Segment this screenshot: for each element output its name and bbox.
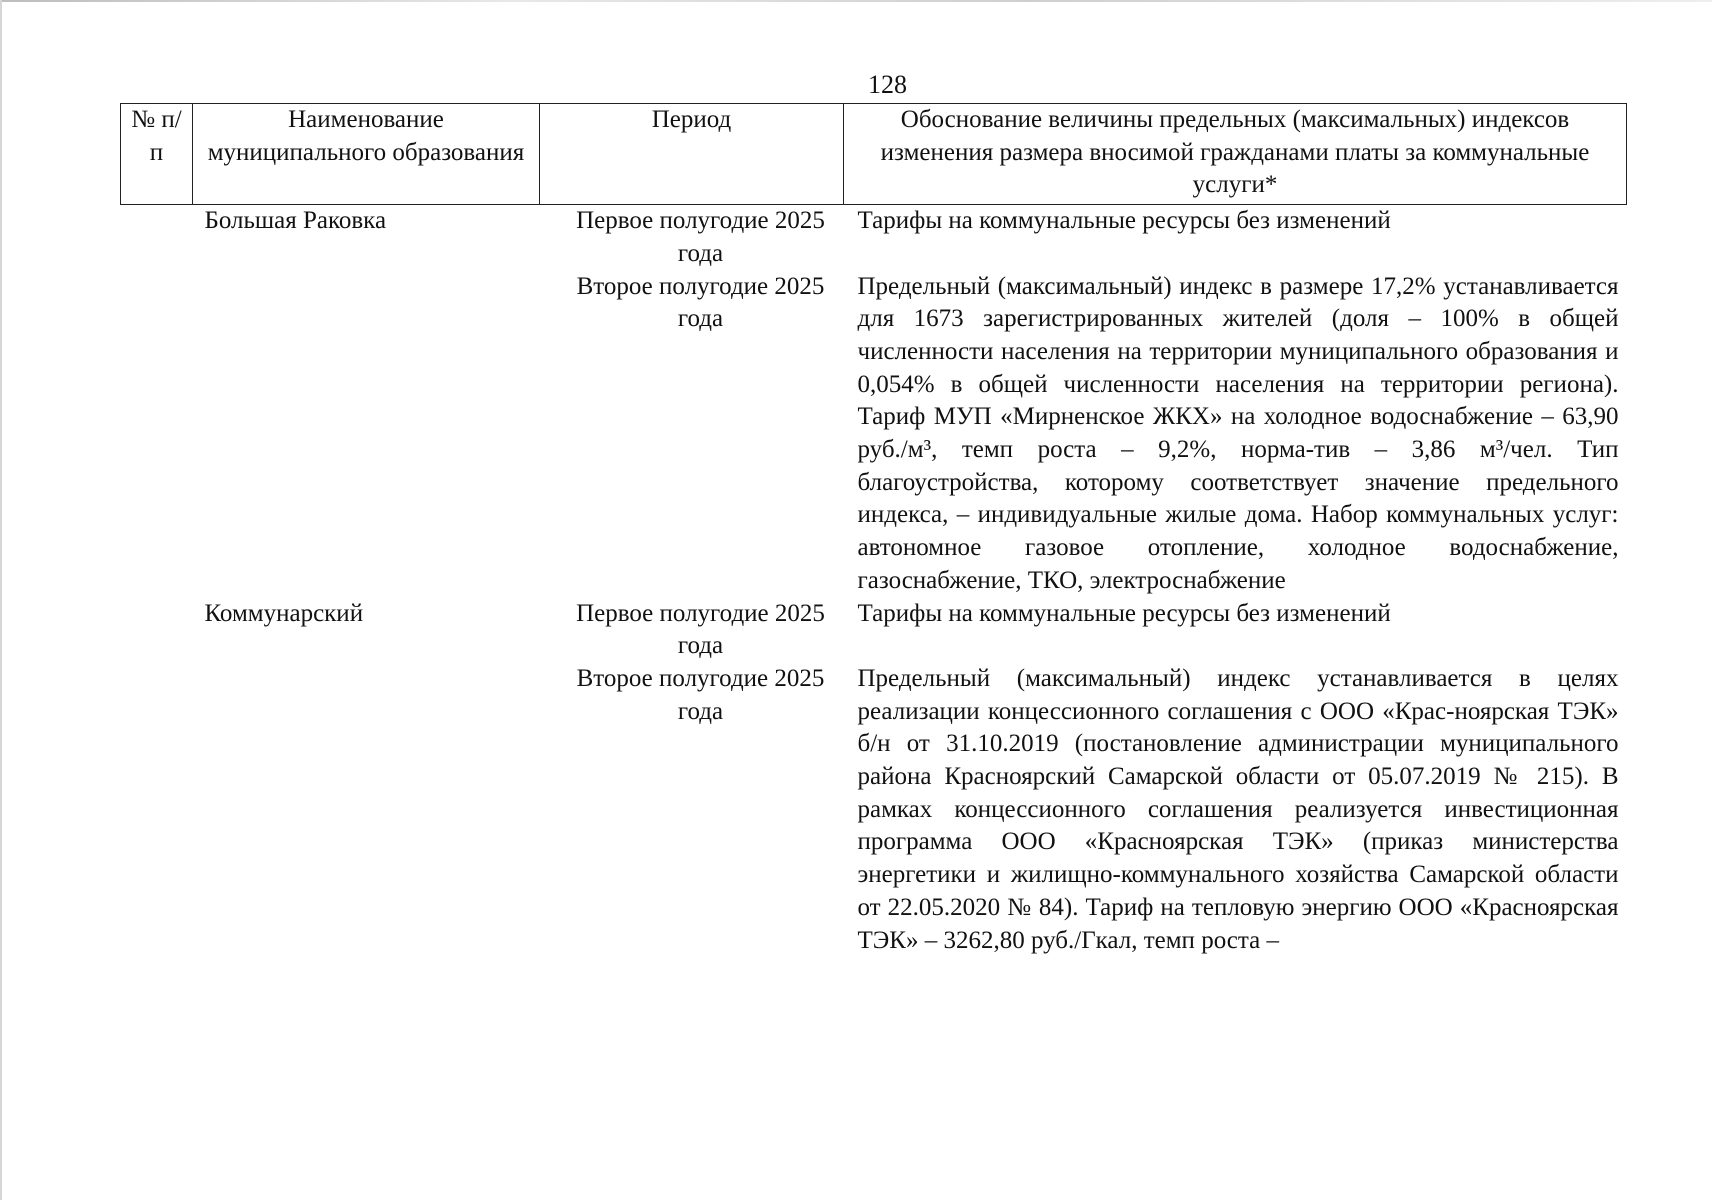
row-num — [121, 663, 193, 957]
row-period: Второе полугодие 2025 года — [576, 272, 825, 333]
table-row — [121, 271, 1627, 598]
table-header — [121, 104, 1627, 205]
row-num — [121, 598, 193, 663]
page-number: 128 — [868, 70, 907, 99]
header-period: Период — [540, 104, 844, 205]
header-reason: Обоснование величины предельных (максимальных) индексов изменения размера вносимой гражданами платы за коммунальные услуги* — [844, 104, 1627, 205]
row-municipality-name: Большая Раковка — [204, 207, 387, 235]
row-reason: Предельный (максимальный) индекс в размере 17,2% устанавливается для 1673 зарегистрированных жителей (доля – 100% в общей численности населения на территории муниципального образования и 0,054% в общей численности населения на территории региона). Тариф МУП «Мирненское ЖКХ» на холодное водоснабжение – 63,90 руб./м³, темп роста – 9,2%, норма-тив – 3,86 м³/чел. Тип благоустройства, которому соответствует значение предельного индекса, – индивидуальные жилые дома. Набор коммунальных услуг: автономное газовое отопление, холодное водоснабжение, газоснабжение, ТКО, электроснабжение — [857, 272, 1619, 594]
row-period: Первое полугодие 2025 года — [576, 207, 825, 267]
table-row — [121, 205, 1627, 271]
table-body — [121, 205, 1627, 958]
row-municipality-name — [193, 271, 540, 598]
scan-left-edge — [0, 0, 2, 1200]
row-num — [121, 271, 193, 598]
row-reason: Предельный (максимальный) индекс устанавливается в целях реализации концессионного соглашения с ООО «Крас-ноярская ТЭК» б/н от 31.10.2019 (постановление администрации муниципального района Красноярский Самарской области от 05.07.2019 № 215). В рамках концессионного соглашения реализуется инвестиционная программа ООО «Красноярская ТЭК» (приказ министерства энергетики и жилищно-коммунального хозяйства Самарской области от 22.05.2020 № 84). Тариф на тепловую энергию ООО «Красноярская ТЭК» – 3262,80 руб./Гкал, темп роста – — [857, 664, 1619, 954]
row-reason: Тарифы на коммунальные ресурсы без изменений — [857, 599, 1391, 627]
row-municipality-name — [193, 663, 540, 957]
row-reason: Тарифы на коммунальные ресурсы без изменений — [857, 207, 1391, 235]
row-num — [121, 205, 193, 271]
table-row — [121, 598, 1627, 663]
table-row — [121, 663, 1627, 957]
header-num: № п/п — [121, 104, 193, 205]
tariff-table — [120, 103, 1627, 957]
scan-top-edge — [0, 0, 1712, 2]
row-period: Второе полугодие 2025 года — [576, 664, 825, 725]
row-municipality-name: Коммунарский — [204, 599, 364, 627]
header-name: Наименование муниципального образования — [193, 104, 540, 205]
row-period: Первое полугодие 2025 года — [576, 599, 825, 660]
